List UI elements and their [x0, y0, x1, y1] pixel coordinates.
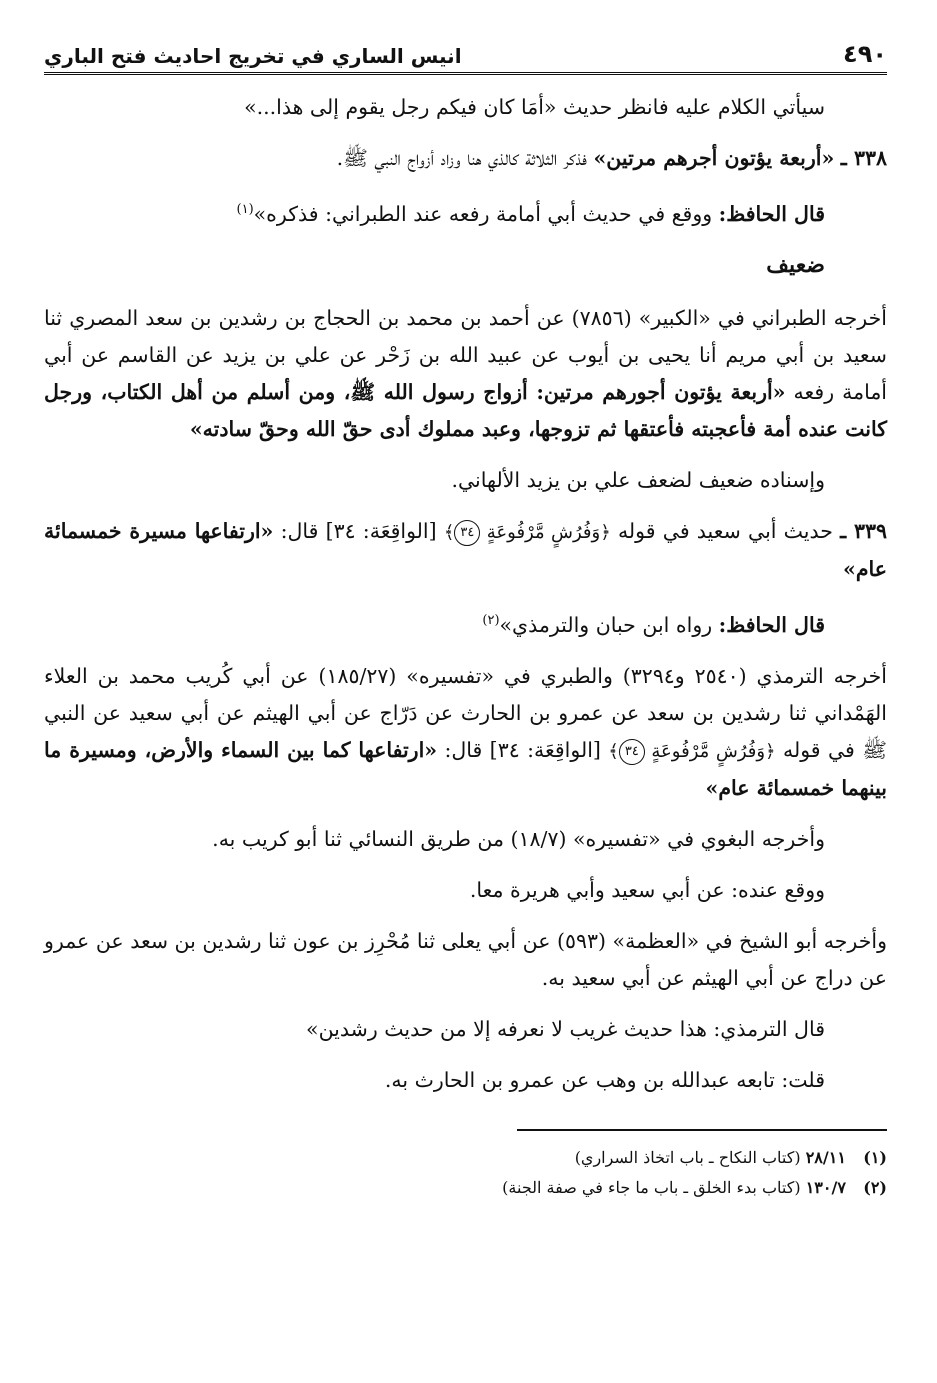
entry-338-rest: فذكر الثلاثة كالذي هنا وزاد أزواج النبي ﷺ. — [336, 146, 587, 170]
baghawi-note: وأخرجه البغوي في «تفسيره» (١٨/٧) من طريق النسائي ثنا أبو كريب به. — [212, 826, 825, 851]
footnote-reference: ٢٨/١١ — [805, 1147, 846, 1167]
hafiz-text: رواه ابن حبان والترمذي» — [499, 612, 713, 637]
entry-339-heading — [44, 513, 887, 588]
abu-shaykh-note: وأخرجه أبو الشيخ في «العظمة» (٥٩٣) عن أبي يعلى ثنا مُحْرِز بن عون ثنا رشدين بن سعد عن عمرو عن دراج عن أبي الهيثم عن أبي سعيد به. — [44, 928, 887, 990]
quran-verse: ﴿وَفُرُشٍ مَّرْفُوعَةٍ ٣٤﴾ — [444, 522, 611, 543]
page-number: ٤٩٠ — [843, 40, 887, 68]
entry-338-heading — [44, 140, 887, 177]
entry-339-quote: «ارتفاعها مسيرة خمسمائة عام» — [44, 518, 887, 581]
entry-339-takhrij — [44, 658, 887, 807]
footnote-number: (١) — [863, 1147, 887, 1167]
qultu-note: قلت: تابعه عبدالله بن وهب عن عمرو بن الحارث به. — [384, 1067, 825, 1092]
entry-337-tail-text: سيأتي الكلام عليه فانظر حديث «أمَا كان فيكم رجل يقوم إلى هذا...» — [244, 95, 825, 119]
hafiz-text: ووقع في حديث أبي أمامة رفعه عند الطبراني: فذكره» — [253, 201, 713, 226]
footnote-marker[interactable]: (١) — [236, 202, 254, 217]
hafiz-label: قال الحافظ: — [718, 201, 825, 226]
hadith-text: «أربعة يؤتون أجورهم مرتين: أزواج رسول الله ﷺ، ومن أسلم من أهل الكتاب، ورجل كانت عنده أمة فأعجبته فأعتقها ثم تزوجها، وعبد مملوك أدى حقّ الله وحقّ سادته» — [44, 379, 887, 441]
entry-338-hafiz — [44, 191, 887, 233]
entry-339-hafiz — [44, 602, 887, 644]
page-header — [44, 40, 887, 75]
hadith-text: «ارتفاعها كما بين السماء والأرض، ومسيرة ما بينهما خمسمائة عام» — [44, 737, 887, 800]
footnote-marker[interactable]: (٢) — [482, 612, 500, 628]
takhrij-text: أخرجه الترمذي (٢٥٤٠ و٣٢٩٤) والطبري في «تفسيره» (١٨٥/٢٧) عن أبي كُريب محمد بن العلاء الهَمْداني ثنا رشدين بن سعد عن عمرو بن الحارث عن دَرّاج عن أبي الهيثم عن أبي سعيد عن النبي ﷺ في قوله — [44, 663, 887, 762]
footnote — [44, 1173, 887, 1203]
ayah-number-marker: ٣٤ — [619, 739, 645, 765]
entry-339-number: ٣٣٩ ـ — [840, 518, 887, 543]
ayah-number-marker: ٣٤ — [454, 520, 480, 546]
footnote-number: (٢) — [863, 1177, 887, 1197]
entry-338-number: ٣٣٨ ـ — [840, 146, 887, 170]
running-title: انيس الساري في تخريج احاديث فتح الباري — [44, 44, 462, 68]
takhrij-text: أخرجه الطبراني في «الكبير» (٧٨٥٦) عن أحمد بن محمد بن الحجاج بن رشدين بن سعد المصري ثنا سعيد بن أبي مريم أنا يحيى بن أيوب عن عبيد الله بن زَحْر عن علي بن يزيد عن القاسم عن أبي أمامة رفعه — [44, 305, 887, 404]
footnote-reference: ١٣٠/٧ — [805, 1177, 846, 1197]
footnote — [44, 1143, 887, 1173]
entry-337-tail — [44, 89, 887, 126]
footnote-text: (كتاب بدء الخلق ـ باب ما جاء في صفة الجنة) — [502, 1177, 801, 1197]
entry-338-takhrij — [44, 300, 887, 448]
hadith-grade: ضعيف — [766, 251, 825, 278]
isnad-note: وإسناده ضعيف لضعف علي بن يزيد الألهاني. — [451, 467, 825, 492]
entry-338-quote: «أربعة يؤتون أجرهم مرتين» — [593, 146, 835, 170]
footnote-divider — [517, 1129, 887, 1131]
surah-reference: [الواقِعَة: ٣٤] قال: — [444, 737, 601, 762]
entry-339-intro: حديث أبي سعيد في قوله — [617, 518, 833, 543]
hafiz-label: قال الحافظ: — [718, 612, 825, 637]
quran-verse: ﴿وَفُرُشٍ مَّرْفُوعَةٍ ٣٤﴾ — [608, 741, 775, 762]
surah-reference: [الواقِعَة: ٣٤] قال: — [280, 518, 437, 543]
waqaa-note: ووقع عنده: عن أبي سعيد وأبي هريرة معا. — [469, 877, 825, 902]
footnote-text: (كتاب النكاح ـ باب اتخاذ السراري) — [574, 1147, 801, 1167]
tirmidhi-comment: قال الترمذي: هذا حديث غريب لا نعرفه إلا من حديث رشدين» — [306, 1016, 825, 1041]
